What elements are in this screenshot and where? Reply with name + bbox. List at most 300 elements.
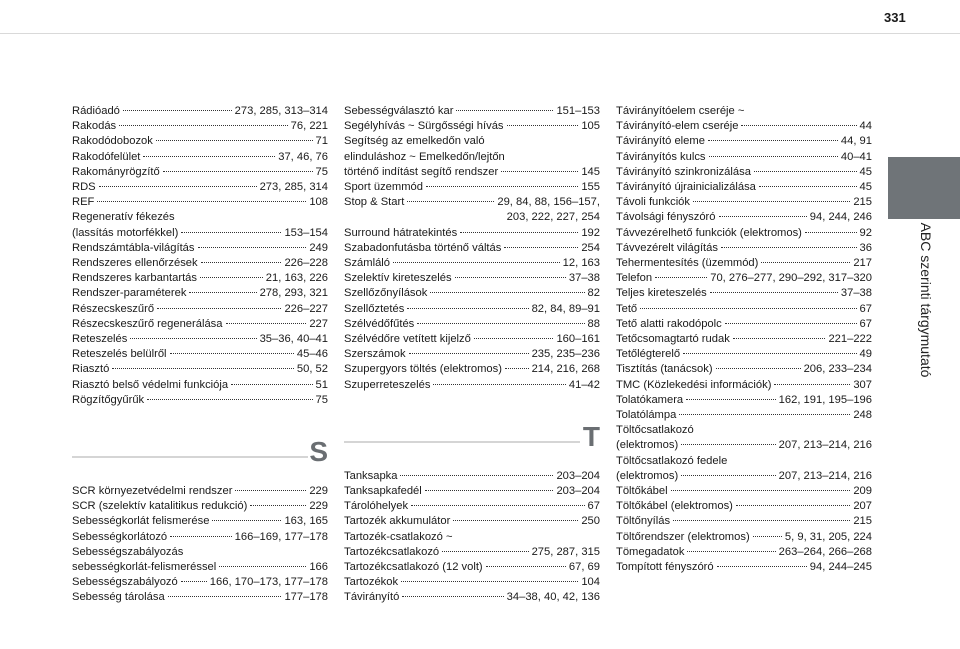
index-entry <box>72 499 328 514</box>
dot-leader <box>433 384 565 385</box>
index-entry <box>616 317 872 332</box>
index-entry-row <box>344 195 600 210</box>
dot-leader <box>741 125 856 126</box>
page-refs: 44, 91 <box>840 135 872 148</box>
dot-leader <box>671 490 851 491</box>
entry-term: Tartozék-csatlakozó ~ <box>344 530 453 543</box>
page-refs: 203–204 <box>556 485 600 498</box>
index-entry-row <box>616 134 872 149</box>
dot-leader <box>409 353 529 354</box>
dot-leader <box>393 262 560 263</box>
entry-term: Sebességkorlátozó <box>72 530 168 543</box>
dot-leader <box>507 125 579 126</box>
index-entry-row <box>616 210 872 225</box>
dot-leader <box>168 596 282 597</box>
index-entry <box>72 302 328 317</box>
dot-leader <box>442 551 528 552</box>
index-entry-row <box>344 271 600 286</box>
dot-leader <box>710 292 838 293</box>
index-entry <box>616 454 872 484</box>
index-entry <box>72 256 328 271</box>
entry-term: Részecskeszűrő regenerálása <box>72 317 223 330</box>
entry-term: Reteszelés <box>72 333 128 346</box>
index-entry-row <box>344 286 600 301</box>
page-refs: 75 <box>315 393 328 406</box>
dot-leader <box>417 323 584 324</box>
page-refs: 153–154 <box>284 226 328 239</box>
dot-leader <box>505 368 529 369</box>
page-refs: 207 <box>853 500 872 513</box>
page-refs: 37, 46, 76 <box>278 150 328 163</box>
entry-term: elinduláshoz ~ Emelkedőn/lejtőn <box>344 150 505 163</box>
dot-leader <box>686 399 776 400</box>
index-entry-row <box>344 514 600 529</box>
index-entry-row <box>344 226 600 241</box>
page-refs: 45 <box>859 181 872 194</box>
index-entry <box>72 362 328 377</box>
page-refs: 71 <box>315 135 328 148</box>
dot-leader <box>716 368 801 369</box>
index-entry <box>344 256 600 271</box>
entry-term: sebességkorlát-felismeréssel <box>72 561 217 574</box>
page-refs: 221–222 <box>828 333 872 346</box>
entry-term: Tartozékok <box>344 576 399 589</box>
dot-leader <box>170 536 232 537</box>
index-entry-row <box>344 104 600 119</box>
dot-leader <box>425 490 554 491</box>
entry-term: Telefon <box>616 272 653 285</box>
page-refs: 166–169, 177–178 <box>234 530 328 543</box>
dot-leader <box>147 399 312 400</box>
index-entry-row <box>616 302 872 317</box>
entry-term: Töltőnyílás <box>616 515 671 528</box>
dot-leader <box>181 581 207 582</box>
entry-term: Reteszelés belülről <box>72 348 167 361</box>
index-entry <box>616 484 872 499</box>
page-refs: 67 <box>859 302 872 315</box>
index-entry-row <box>72 104 328 119</box>
index-entry <box>616 286 872 301</box>
index-entry-row <box>72 590 328 605</box>
dot-leader <box>486 566 566 567</box>
index-entry-row <box>616 150 872 165</box>
dot-leader <box>201 262 282 263</box>
page-refs: 67 <box>859 317 872 330</box>
entry-term: Szélvédőfűtés <box>344 317 415 330</box>
dot-leader <box>736 505 850 506</box>
index-entry <box>616 134 872 149</box>
dot-leader <box>805 232 857 233</box>
index-column-2 <box>344 104 600 606</box>
page-refs: 235, 235–236 <box>531 348 600 361</box>
dot-leader <box>453 520 578 521</box>
entry-term: Távirányítós kulcs <box>616 150 706 163</box>
dot-leader <box>754 171 857 172</box>
dot-leader <box>719 216 807 217</box>
index-entry <box>72 347 328 362</box>
section-letter-divider <box>344 417 600 457</box>
index-entry <box>616 530 872 545</box>
entry-term: RDS <box>72 181 96 194</box>
index-entry-row <box>72 271 328 286</box>
index-entry <box>616 226 872 241</box>
index-entry <box>616 499 872 514</box>
entry-term: Tanksapkafedél <box>344 485 422 498</box>
entry-term: Számláló <box>344 257 391 270</box>
dot-leader <box>501 171 578 172</box>
entry-term: Távolsági fényszóró <box>616 211 716 224</box>
index-entry-row <box>616 195 872 210</box>
entry-term: történő indítást segítő rendszer <box>344 165 499 178</box>
index-entry <box>344 195 600 225</box>
entry-term: Tető alatti rakodópolc <box>616 317 722 330</box>
index-entry-row <box>616 119 872 134</box>
index-entry-row <box>616 180 872 195</box>
entry-term: Surround hátratekintés <box>344 226 458 239</box>
entry-term: (elektromos) <box>616 469 679 482</box>
index-entry-row <box>344 332 600 347</box>
entry-term: Regeneratív fékezés <box>72 211 175 224</box>
entry-term: Segítség az emelkedőn való <box>344 135 485 148</box>
dot-leader <box>200 277 263 278</box>
index-entry <box>616 545 872 560</box>
section-title: ABC szerinti tárgymutató <box>918 222 934 378</box>
dot-leader <box>708 140 838 141</box>
entry-term: (elektromos) <box>616 439 679 452</box>
page-refs: 44 <box>859 120 872 133</box>
page-refs: 12, 163 <box>562 257 600 270</box>
dot-leader <box>426 186 578 187</box>
index-entry-row <box>72 514 328 529</box>
entry-term: Tartozékcsatlakozó (12 volt) <box>344 561 483 574</box>
page-refs: 229 <box>309 500 328 513</box>
index-entry <box>72 134 328 149</box>
entry-term: Rendszer-paraméterek <box>72 287 187 300</box>
page-refs: 250 <box>581 515 600 528</box>
page-refs: 209 <box>853 485 872 498</box>
index-entry <box>616 195 872 210</box>
entry-term: Sebességválasztó kar <box>344 105 454 117</box>
entry-term: Távirányító eleme <box>616 135 705 148</box>
page-refs: 226–228 <box>284 257 328 270</box>
index-entry-row <box>72 347 328 362</box>
index-entry-row <box>616 378 872 393</box>
index-entry <box>72 590 328 605</box>
index-entry-row <box>344 256 600 271</box>
index-entry <box>616 560 872 575</box>
entry-term: Rendszeres ellenőrzések <box>72 257 198 270</box>
entry-term: Tetőlégterelő <box>616 348 681 361</box>
index-entry-row <box>72 530 328 545</box>
index-entry <box>616 210 872 225</box>
entry-term: Szelektív kireteszelés <box>344 272 452 285</box>
index-entry-row <box>616 286 872 301</box>
index-entry-row <box>344 180 600 195</box>
entry-term: Rakományrögzítő <box>72 165 160 178</box>
entry-term: Szerszámok <box>344 348 406 361</box>
index-entry-row <box>72 378 328 393</box>
entry-term: Teljes kireteszelés <box>616 287 707 300</box>
index-entry <box>344 226 600 241</box>
page-refs: 88 <box>587 317 600 330</box>
entry-term: Tolatólámpa <box>616 409 677 422</box>
index-entry <box>72 119 328 134</box>
page-refs: 36 <box>859 241 872 254</box>
dot-leader <box>189 292 256 293</box>
index-entry-row <box>616 271 872 286</box>
dot-leader <box>640 308 856 309</box>
entry-term: Távirányító szinkronizálása <box>616 165 751 178</box>
entry-term: Rakodódobozok <box>72 135 153 148</box>
entry-term: TMC (Közlekedési információk) <box>616 378 772 391</box>
dot-leader <box>97 201 306 202</box>
page-refs: 177–178 <box>284 591 328 604</box>
dot-leader <box>455 277 566 278</box>
index-entry-row <box>344 362 600 377</box>
page-refs: 94, 244–245 <box>809 561 872 574</box>
page-refs: 45–46 <box>296 348 328 361</box>
entry-term: Rendszeres karbantartás <box>72 272 197 285</box>
index-entry <box>344 499 600 514</box>
index-entry <box>616 514 872 529</box>
index-entry <box>616 165 872 180</box>
index-entry <box>344 119 600 134</box>
entry-term: Rakodás <box>72 120 117 133</box>
index-entry-row <box>72 180 328 195</box>
index-entry-row <box>72 150 328 165</box>
page-refs: 29, 84, 88, 156–157, <box>497 196 600 209</box>
page-refs: 217 <box>853 257 872 270</box>
index-entry-row <box>72 499 328 514</box>
index-entry-row <box>616 393 872 408</box>
index-entry <box>344 560 600 575</box>
entry-term: Tehermentesítés (üzemmód) <box>616 257 759 270</box>
index-entry <box>616 241 872 256</box>
page-refs: 226–227 <box>284 302 328 315</box>
index-entry-row <box>344 560 600 575</box>
dot-leader <box>774 384 850 385</box>
entry-term: Tompított fényszóró <box>616 561 714 574</box>
entry-term: Távirányító-elem cseréje <box>616 120 739 133</box>
dot-leader <box>693 201 850 202</box>
dot-leader <box>504 247 578 248</box>
entry-term: Tisztítás (tanácsok) <box>616 363 713 376</box>
index-entry <box>344 530 600 560</box>
page-refs: 263–264, 266–268 <box>778 545 872 558</box>
page-refs: 40–41 <box>840 150 872 163</box>
index-entry-row <box>72 256 328 271</box>
page-refs: 192 <box>581 226 600 239</box>
entry-term: Rádióadó <box>72 105 120 117</box>
section-letter: T <box>582 420 600 452</box>
page-refs: 76, 221 <box>290 120 328 133</box>
section-letter: S <box>309 436 328 468</box>
dot-leader <box>655 277 707 278</box>
page-refs: 67, 69 <box>568 561 600 574</box>
index-entry-row <box>72 119 328 134</box>
index-entry <box>616 180 872 195</box>
index-entry-row <box>616 514 872 529</box>
index-entry-row <box>72 226 328 241</box>
entry-term: Tartozékcsatlakozó <box>344 545 440 558</box>
index-entry-row <box>72 286 328 301</box>
dot-leader <box>143 156 275 157</box>
entry-term: Rögzítőgyűrűk <box>72 393 145 406</box>
index-entry-row <box>72 393 328 408</box>
index-entry <box>72 241 328 256</box>
page-refs: 206, 233–234 <box>803 363 872 376</box>
page-refs: 229 <box>309 485 328 498</box>
dot-leader <box>401 581 578 582</box>
dot-leader <box>402 596 503 597</box>
page-refs: 75 <box>315 165 328 178</box>
page-refs: 45 <box>859 165 872 178</box>
index-entry-row <box>616 438 872 453</box>
entry-term: Tanksapka <box>344 469 398 482</box>
index-entry <box>72 332 328 347</box>
index-entry <box>72 165 328 180</box>
dot-leader <box>717 566 807 567</box>
dot-leader <box>219 566 306 567</box>
dot-leader <box>170 353 294 354</box>
page-refs: 5, 9, 31, 205, 224 <box>784 530 872 543</box>
index-entry <box>616 271 872 286</box>
entry-term: Szélvédőre vetített kijelző <box>344 333 471 346</box>
section-tab-marker <box>888 157 960 219</box>
dot-leader <box>226 323 307 324</box>
index-entry-row <box>616 530 872 545</box>
dot-leader <box>181 232 281 233</box>
page-refs: 67 <box>587 500 600 513</box>
entry-term: Töltőrendszer (elektromos) <box>616 530 750 543</box>
index-column-3 <box>616 104 872 575</box>
page-refs: 273, 285, 314 <box>259 181 328 194</box>
index-entry-row <box>72 241 328 256</box>
index-entry <box>344 469 600 484</box>
page-refs: 49 <box>859 348 872 361</box>
index-entry-row <box>344 347 600 362</box>
entry-term: Riasztó belső védelmi funkciója <box>72 378 229 391</box>
entry-term: Tartozék akkumulátor <box>344 515 451 528</box>
entry-term: REF <box>72 196 95 209</box>
index-entry <box>72 545 328 575</box>
index-entry <box>72 286 328 301</box>
index-entry <box>616 332 872 347</box>
index-entry <box>616 408 872 423</box>
dot-leader <box>759 186 857 187</box>
page-refs: 254 <box>581 241 600 254</box>
dot-leader <box>157 308 281 309</box>
entry-term: Távirányítóelem cseréje ~ <box>616 105 745 117</box>
entry-term: Tömegadatok <box>616 545 685 558</box>
entry-term: Sebességszabályozás <box>72 545 184 558</box>
index-entry-row <box>344 119 600 134</box>
dot-leader <box>231 384 312 385</box>
dot-leader <box>400 475 553 476</box>
entry-term: Rakodófelület <box>72 150 141 163</box>
entry-term: Sebesség tárolása <box>72 591 165 604</box>
index-entry <box>72 530 328 545</box>
page-refs: 207, 213–214, 216 <box>778 439 872 452</box>
entry-term: Távvezérelt világítás <box>616 241 718 254</box>
index-entry-row <box>344 469 600 484</box>
page-refs: 94, 244, 246 <box>809 211 872 224</box>
entry-term: Töltőkábel <box>616 485 668 498</box>
index-entry <box>72 104 328 119</box>
entry-term: Tetőcsomagtartó rudak <box>616 333 730 346</box>
index-entry <box>72 150 328 165</box>
entry-term: SCR (szelektív katalitikus redukció) <box>72 500 248 513</box>
index-entry-row <box>72 332 328 347</box>
dot-leader <box>163 171 313 172</box>
dot-leader <box>99 186 257 187</box>
index-entry <box>616 423 872 453</box>
index-entry <box>616 256 872 271</box>
index-entry <box>616 150 872 165</box>
page-refs: 207, 213–214, 216 <box>778 469 872 482</box>
dot-leader <box>761 262 850 263</box>
dot-leader <box>753 536 782 537</box>
page-refs: 35–36, 40–41 <box>259 333 328 346</box>
page-refs: 160–161 <box>556 333 600 346</box>
dot-leader <box>460 232 578 233</box>
index-entry <box>344 134 600 180</box>
index-entry-row <box>344 575 600 590</box>
index-entry-row <box>616 241 872 256</box>
index-entry <box>344 575 600 590</box>
index-entry <box>344 302 600 317</box>
index-entry <box>616 378 872 393</box>
entry-term: Szuperreteszelés <box>344 378 431 391</box>
entry-term: Szupergyors töltés (elektromos) <box>344 363 502 376</box>
index-entry <box>616 347 872 362</box>
index-entry-row <box>344 484 600 499</box>
index-entry <box>344 317 600 332</box>
page-refs: 21, 163, 226 <box>265 272 328 285</box>
page-refs: 37–38 <box>568 272 600 285</box>
index-entry <box>344 484 600 499</box>
index-entry-row <box>616 165 872 180</box>
index-entry-row <box>616 545 872 560</box>
index-entry-row <box>616 347 872 362</box>
page-refs: 37–38 <box>840 287 872 300</box>
index-entry <box>72 271 328 286</box>
dot-leader <box>681 444 776 445</box>
index-entry-row <box>72 302 328 317</box>
dot-leader <box>112 368 294 369</box>
entry-term: Tolatókamera <box>616 393 684 406</box>
index-entry-row <box>72 484 328 499</box>
page-refs: 278, 293, 321 <box>259 287 328 300</box>
entry-term: SCR környezetvédelmi rendszer <box>72 485 233 498</box>
header-rule <box>0 33 960 34</box>
dot-leader <box>683 353 856 354</box>
index-entry-row <box>72 134 328 149</box>
index-entry <box>72 393 328 408</box>
entry-term: (lassítás motorfékkel) <box>72 226 179 239</box>
index-entry <box>616 362 872 377</box>
entry-term: Töltőcsatlakozó fedele <box>616 454 728 467</box>
index-entry-row <box>616 362 872 377</box>
index-entry <box>344 514 600 529</box>
entry-term: Sebességszabályozó <box>72 576 178 589</box>
page-refs: 307 <box>853 378 872 391</box>
page-refs: 108 <box>309 196 328 209</box>
dot-leader <box>123 110 232 111</box>
dot-leader <box>212 520 281 521</box>
entry-term: Tárolóhelyek <box>344 500 409 513</box>
entry-term: Sebességkorlát felismerése <box>72 515 210 528</box>
